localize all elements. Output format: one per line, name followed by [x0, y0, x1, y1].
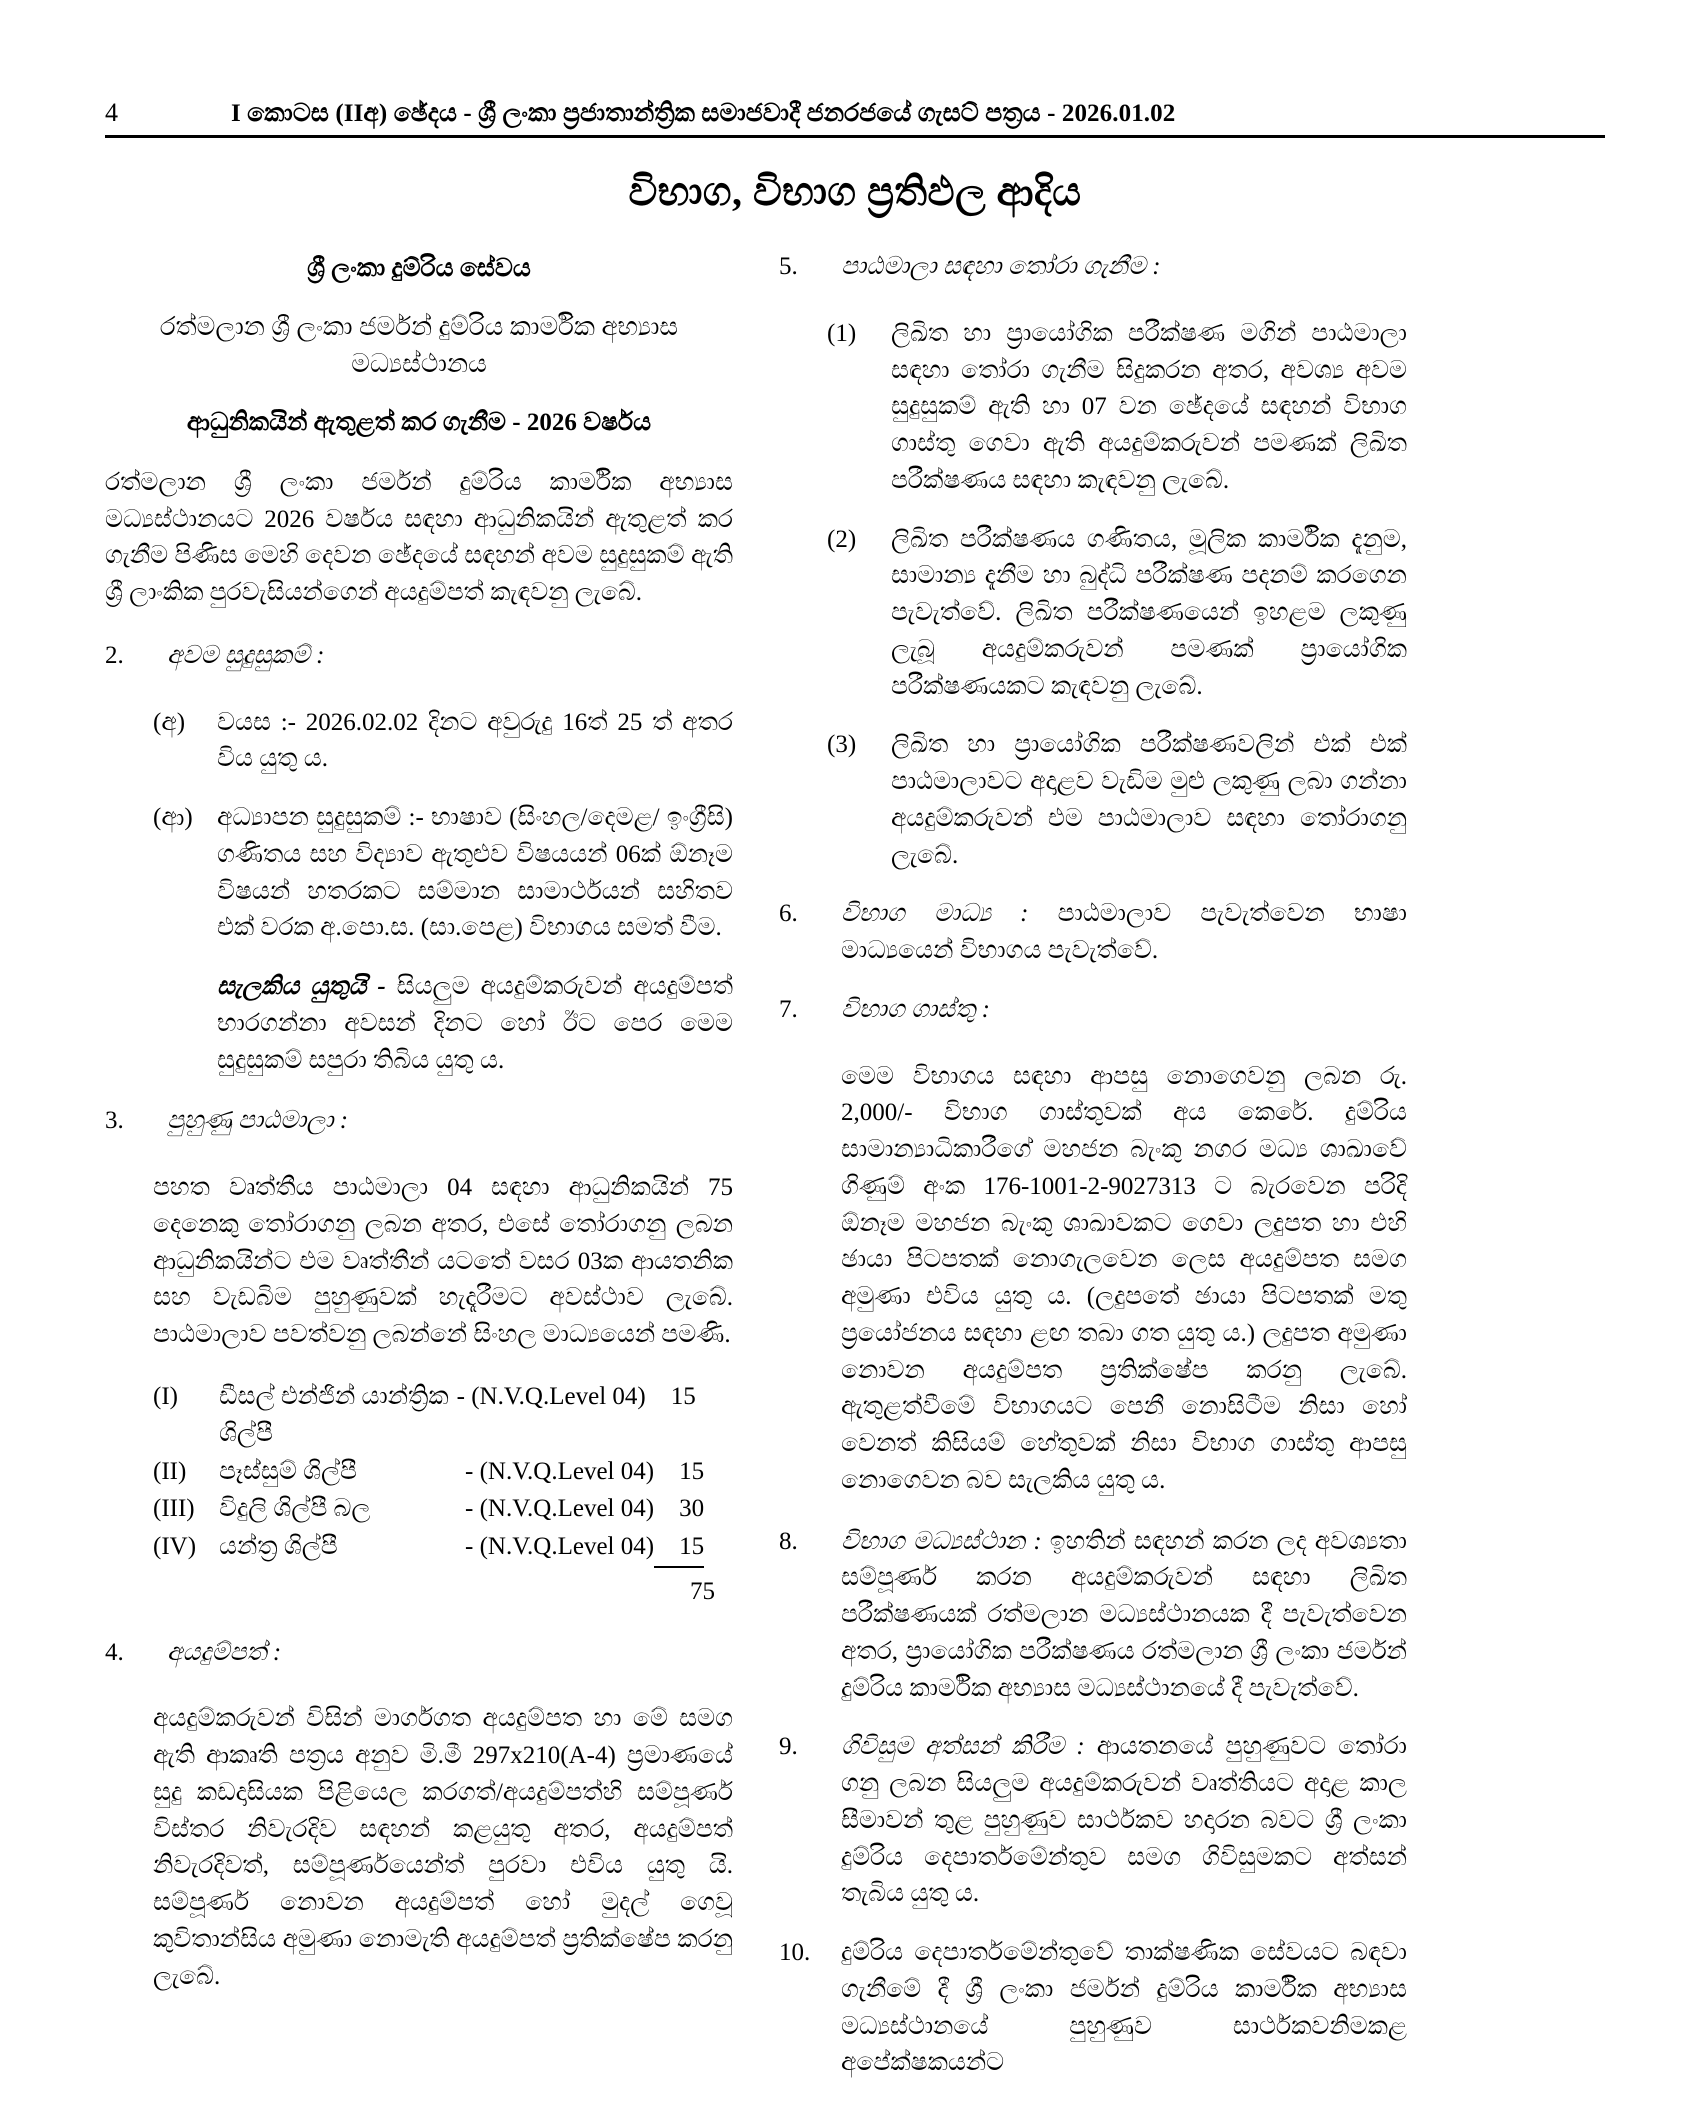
section-9-body [841, 1729, 1407, 1913]
section-2-item-a [105, 705, 733, 779]
section-2-item-a-text: වයස :- 2026.02.02 දිනට අවුරුදු 16ත් 25 ත් අතර විය යුතු ය. [217, 708, 733, 773]
section-8-number: 8. [779, 1527, 798, 1555]
section-2-item-b [105, 800, 733, 947]
page-number: 4 [105, 98, 118, 127]
course-name: විදුලි ශිල්පී බල [219, 1495, 371, 1523]
section-3-heading: පුහුණු පාඨමාලා : [167, 1107, 349, 1135]
course-row [153, 1453, 733, 1491]
course-roman: (II) [153, 1457, 187, 1485]
gazette-headline: I කොටස (IIඅ) ඡේදය - ශ්‍රී ලංකා ප්‍රජාතාන්ත්‍රික සමාජවාදී ජනරජයේ ගැසට් පත්‍රය - 2026.01.02 [231, 100, 1176, 127]
total-spacer [153, 1574, 663, 1610]
section-8-heading: විභාග මධ්‍යස්ථාන : [841, 1527, 1042, 1555]
section-7-heading: විභාග ගාස්තු : [841, 995, 990, 1023]
section-4-heading: අයදුම්පත් : [167, 1638, 282, 1666]
section-10 [779, 1935, 1407, 2082]
section-7-paragraph: මෙම විභාගය සඳහා ආපසු නොගෙවනු ලබන රු. 2,000/- විභාග ගාස්තුවක් අය කෙරේ. දුම්රිය සාමාන්‍යාධිකාරීගේ මහජන බැංකු නගර මධ්‍ය ශාඛාවේ ගිණුම් අංක 176-1001-2-9027313 ට බැරවෙන පරිදි ඕනෑම මහජන බැංකු ශාඛාවකට ගෙවා ලදුපත හා එහි ඡායා පිටපතක් නොගැලවෙන ලෙස අයදුම්පත සමග අමුණා එවිය යුතු ය. (ලදුපතේ ඡායා පිටපතක් මතු ප්‍රයෝජනය සඳහා ළඟ තබා ගත යුතු ය.) ලදුපත අමුණා නොවන අයදුම්පත ප්‍රතික්ෂේප කරනු ලැබේ. ඇතුළත්වීමේ විභාගයට පෙනී නොසිටීම නිසා හෝ වෙනත් කිසියම් හේතුවක් නිසා විභාග ගාස්තු ආපසු නොගෙවන බව සැලකිය යුතු ය. [841, 1062, 1407, 1494]
section-4-paragraph: අයදුම්කරුවන් විසින් මාර්ගගත අයදුම්පත හා මේ සමග ඇති ආකෘති පත්‍රය අනුව මි.මී 297x210(A-4) ප්‍රමාණයේ සුදු කඩදාසියක පිළියෙල කරගත්/අයදුම්පත්හි සම්පූර්ණ විස්තර නිවැරදිව සඳහන් කළයුතු අතර, අයදුම්පත් නිවැරදිවත්, සම්පූර්ණයෙන්ත් පුරවා එවිය යුතු යි. සම්පූර්ණ නොවන අයදුම්පත් හෝ මුදල් ගෙවූ කුවිතාන්සිය අමුණා නොමැති අයදුම්පත් ප්‍රතික්ෂේප කරනු ලැබේ. [153, 1705, 733, 1990]
course-row [153, 1490, 733, 1528]
course-count: 15 [654, 1528, 704, 1569]
section-7-number: 7. [779, 995, 798, 1023]
section-3 [105, 1103, 733, 1140]
section-3-number: 3. [105, 1107, 124, 1135]
section-2 [105, 638, 733, 675]
right-column [779, 249, 1407, 2104]
section-6-text: පාඨමාලාව පැවැත්වෙන භාෂා මාධ්‍යයෙන් විභාගය පැවැත්වේ. [841, 900, 1407, 964]
section-6-number: 6. [779, 900, 798, 928]
course-name: යන්ත්‍ර ශිල්පී [219, 1532, 338, 1560]
course-level: - (N.V.Q.Level 04) [465, 1495, 655, 1523]
section-2-note-label: සැලකිය යුතුයි - [217, 973, 386, 1001]
course-row [153, 1528, 733, 1569]
course-name-wrap: ශිල්පී [219, 1420, 273, 1448]
section-2-item-b-text: අධ්‍යාපන සුදුසුකම් :- භාෂාව (සිංහල/දෙමළ/ ඉංග්‍රීසි) ගණිතය සහ විද්‍යාව ඇතුළුව විෂයයන් 06ක් ඕනෑම විෂයන් හතරකට සම්මාන සාමාර්ථයන් සහිතව එක් වරක අ.පො.ස. (සා.පෙළ) විභාගය සමත් වීම. [217, 804, 733, 942]
header-divider [105, 135, 1605, 138]
section-7 [779, 992, 1407, 1029]
section-4-number: 4. [105, 1638, 124, 1666]
course-level: - (N.V.Q.Level 04) [465, 1457, 655, 1485]
intro-paragraph: රත්මලාන ශ්‍රී ලංකා ජර්මන් දුම්රිය කාර්මික අභ්‍යාස මධ්‍යස්ථානයට 2026 වර්ෂය සඳහා ආධුනිකයින් ඇතුළත් කර ගැනීම පිණිස මෙහි දෙවන ඡේදයේ සඳහන් අවම සුදුසුකම් ඇති ශ්‍රී ලාංකික පුරවැසියන්ගෙන් අයදුම්පත් කැඳවනු ලැබේ. [105, 468, 733, 607]
section-8-body [841, 1524, 1407, 1708]
course-roman: (III) [153, 1495, 195, 1523]
section-2-note [105, 969, 733, 1079]
section-8 [779, 1524, 1407, 1708]
course-row [153, 1378, 733, 1416]
section-5-item-1-marker: (1) [827, 319, 857, 347]
section-5-item-2 [779, 522, 1407, 706]
training-centre-name: රත්මලාන ශ්‍රී ලංකා ජර්මන් දුම්රිය කාර්මික අභ්‍යාස මධ්‍යස්ථානය [159, 312, 679, 378]
two-column-body [105, 249, 1605, 2104]
section-5-item-1 [779, 316, 1407, 500]
section-9 [779, 1729, 1407, 1913]
section-3-paragraph: පහත වෘත්තීය පාඨමාලා 04 සඳහා ආධුනිකයින් 75 දෙනෙකු තෝරාගනු ලබන අතර, එසේ තෝරාගනු ලබන ආධුනිකයින්ට එම වෘත්තීන් යටතේ වසර 03ක ආයතනික සහ වැඩබිම පුහුණුවක් හැදෑරීමට අවස්ථාව ලැබේ. පාඨමාලාව පවත්වනු ලබන්නේ සිංහල මාධ්‍යයෙන් පමණි. [153, 1174, 733, 1349]
section-2-item-a-marker: (අ) [153, 708, 186, 736]
section-5-number: 5. [779, 253, 798, 280]
course-roman: (IV) [153, 1532, 197, 1560]
organisation-name: ශ්‍රී ලංකා දුම්රිය සේවය [307, 255, 531, 282]
section-9-text: ආයතනයේ පුහුණුවට තෝරා ගනු ලබන සියලුම අයදුම්කරුවන් වෘත්තියට අදාළ කාල සීමාවන් තුළ පුහුණුව සාර්ථකව හදාරන බවට ශ්‍රී ලංකා දුම්රිය දෙපාර්තමේන්තුව සමග ගිවිසුමකට අත්සන් තැබිය යුතු ය. [841, 1733, 1407, 1908]
section-5-heading: පාඨමාලා සඳහා තෝරා ගැනීම : [841, 253, 1161, 280]
section-2-heading: අවම සුදුසුකම් : [167, 641, 325, 669]
page-title: විභාග, විභාග ප්‍රතිඵල ආදිය [628, 169, 1082, 214]
section-6-heading: විභාග මාධ්‍ය : [841, 900, 1029, 928]
notice-subtitle: ආධුනිකයින් ඇතුළත් කර ගැනීම - 2026 වර්ෂය [186, 408, 652, 436]
section-2-item-b-marker: (ආ) [153, 804, 193, 832]
section-5-item-3 [779, 727, 1407, 874]
section-4 [105, 1635, 733, 1672]
course-level: - (N.V.Q.Level 04) [465, 1532, 655, 1560]
section-9-number: 9. [779, 1733, 798, 1761]
section-10-text: දුම්රිය දෙපාර්තමේන්තුවේ තාක්ෂණික සේවයට බඳවා ගැනීමේ දී ශ්‍රී ලංකා ජර්මන් දුම්රිය කාර්මික අභ්‍යාස මධ්‍යස්ථානයේ පුහුණුව සාර්ථකවනිමකළ අපේක්ෂකයන්ට [841, 1939, 1407, 2077]
course-total-row [105, 1574, 733, 1610]
section-10-number: 10. [779, 1939, 811, 1966]
section-2-note-text: සියලුම අයදුම්කරුවන් අයදුම්පත් භාරගන්නා අවසන් දිනට හෝ ඊට පෙර මෙම සුදුසුකම් සපුරා තිබිය යුතු ය. [217, 973, 733, 1074]
section-6-body [841, 896, 1407, 970]
course-count: 15 [679, 1457, 705, 1485]
course-roman: (I) [153, 1382, 178, 1410]
section-5 [779, 249, 1407, 286]
section-5-item-3-marker: (3) [827, 731, 857, 759]
left-column [105, 249, 733, 2019]
course-name: ඩීසල් එන්ජින් යාන්ත්‍රික [219, 1382, 449, 1410]
section-8-text: ඉහතින් සඳහන් කරන ලද අවශ්‍යතා සම්පූර්ණ කරන අයදුම්කරුවන් සඳහා ලිඛිත පරීක්ෂණයක් රත්මලාන මධ්‍යස්ථානයක දී පැවැත්වෙන අතර, ප්‍රායෝගික පරීක්ෂණය රත්මලාන ශ්‍රී ලංකා ජර්මන් දුම්රිය කාර්මික අභ්‍යාස මධ්‍යස්ථානයේ දී පැවැත්වේ. [841, 1527, 1407, 1702]
course-level: - (N.V.Q.Level 04) [456, 1382, 646, 1410]
section-6 [779, 896, 1407, 970]
course-name: පෑස්සුම් ශිල්පී [219, 1457, 357, 1485]
section-5-item-3-text: ලිඛිත හා ප්‍රායෝගික පරීක්ෂණවලින් එක් එක් පාඨමාලාවට අදාළව වැඩිම මුළු ලකුණු ලබා ගන්නා අයදුම්කරුවන් එම පාඨමාලාව සඳහා තෝරාගනු ලැබේ. [891, 731, 1407, 869]
section-5-item-2-text: ලිඛිත පරීක්ෂණය ගණිතය, මූලික කාර්මික දැනුම, සාමාන්‍ය දැනීම හා බුද්ධි පරීක්ෂණ පදනම් කරගෙන පැවැත්වේ. ලිඛිත පරීක්ෂණයෙන් ඉහළම ලකුණු ලැබූ අයදුම්කරුවන් පමණක් ප්‍රායෝගික පරීක්ෂණයකට කැඳවනු ලැබේ. [891, 525, 1407, 700]
course-count: 30 [679, 1495, 705, 1523]
section-5-item-2-marker: (2) [827, 525, 857, 553]
section-9-heading: ගිවිසුම අත්සන් කිරීම : [841, 1733, 1085, 1761]
course-list [105, 1378, 733, 1569]
section-2-number: 2. [105, 641, 124, 669]
course-total: 75 [690, 1578, 715, 1606]
course-count: 15 [670, 1382, 696, 1410]
running-head [105, 80, 1605, 126]
section-5-item-1-text: ලිඛිත හා ප්‍රායෝගික පරීක්ෂණ මගින් පාඨමාලා සඳහා තෝරා ගැනීම සිදුකරන අතර, අවශ්‍ය අවම සුදුසුකම් ඇති හා 07 වන ඡේදයේ සඳහන් විභාග ගාස්තු ගෙවා ඇති අයදුම්කරුවන් පමණක් ලිඛිත පරීක්ෂණය සඳහා කැඳවනු ලැබේ. [891, 319, 1407, 494]
